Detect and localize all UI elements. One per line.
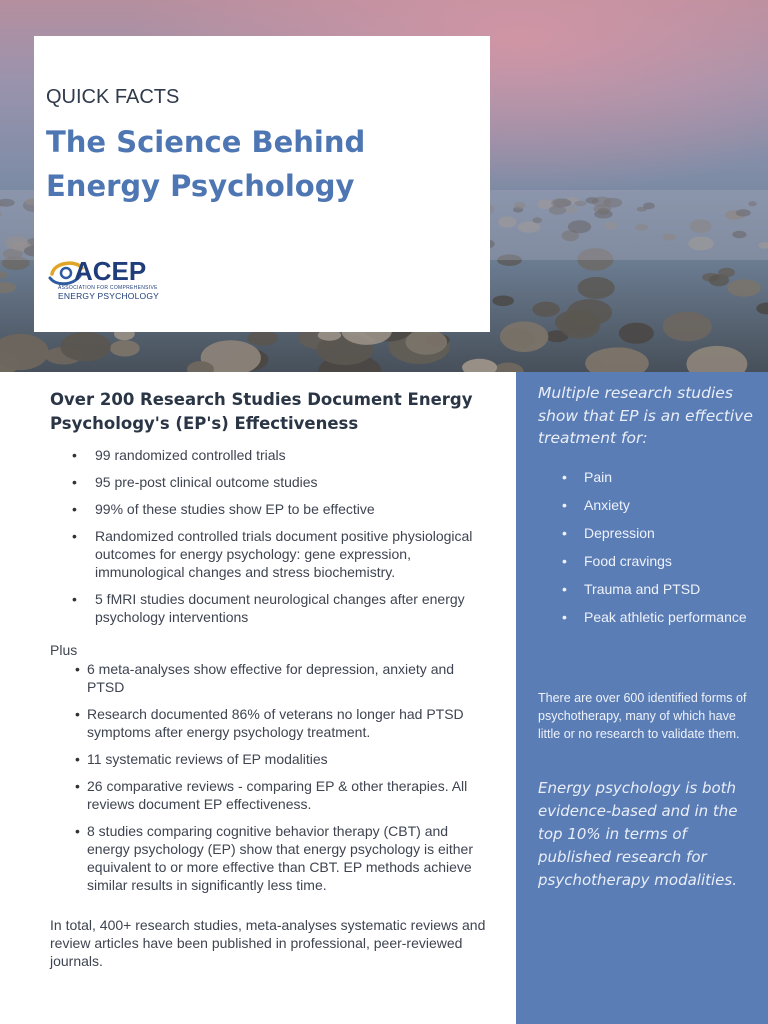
- pebble: [0, 271, 8, 278]
- list-item: • 95 pre-post clinical outcome studies: [50, 473, 492, 491]
- pebble: [585, 348, 649, 373]
- list-item: • 99% of these studies show EP to be effective: [50, 500, 492, 518]
- list-item: • 8 studies comparing cognitive behavior therapy (CBT) and energy psychology (EP) show that energy psychology is either equivalent to or more effective than CBT. EP methods achieve similar results in significantly less time.: [50, 822, 492, 894]
- logo-subtitle-line2: ENERGY PSYCHOLOGY: [58, 291, 160, 301]
- main-content: [50, 388, 492, 970]
- list-item: • Pain: [538, 468, 758, 487]
- sidebar-callout: Energy psychology is both evidence-based and in the top 10% in terms of published research for psychotherapy modalities.: [538, 779, 738, 889]
- pebble: [60, 332, 110, 361]
- list-item: • Randomized controlled trials document positive physiological outcomes for energy psychology: gene expression, immunological changes and stress biochemistry.: [50, 527, 492, 581]
- list-item: • 11 systematic reviews of EP modalities: [50, 750, 492, 768]
- pebble: [110, 340, 140, 356]
- list-item: • Trauma and PTSD: [538, 580, 758, 599]
- list-item: • 99 randomized controlled trials: [50, 446, 492, 464]
- list-item: • Food cravings: [538, 552, 758, 571]
- conditions-list: [538, 468, 758, 636]
- pebble: [663, 312, 712, 342]
- facts-list: [50, 446, 492, 626]
- pebble: [687, 346, 748, 372]
- sidebar: [516, 372, 768, 1024]
- plus-list: [50, 660, 492, 894]
- list-item: • Research documented 86% of veterans no longer had PTSD symptoms after energy psychology treatment.: [50, 705, 492, 741]
- logo-wordmark: ACEP: [74, 256, 147, 286]
- pebble: [619, 323, 654, 344]
- sidebar-note: There are over 600 identified forms of psychotherapy, many of which have little or no research to validate them.: [538, 691, 747, 741]
- list-item: • 6 meta-analyses show effective for depression, anxiety and PTSD: [50, 660, 492, 696]
- pebble: [492, 296, 514, 307]
- list-item: • 5 fMRI studies document neurological changes after energy psychology interventions: [50, 590, 492, 626]
- acep-logo: [46, 254, 216, 306]
- list-item: • Peak athletic performance: [538, 608, 758, 627]
- kicker: QUICK FACTS: [46, 86, 180, 108]
- pebble: [462, 359, 497, 372]
- pebble: [756, 303, 768, 315]
- pebble: [567, 299, 612, 326]
- list-item: • Depression: [538, 524, 758, 543]
- page-title: The Science Behind Energy Psychology: [46, 125, 366, 203]
- hero-photo: [0, 0, 768, 372]
- list-item: • Anxiety: [538, 496, 758, 515]
- pebble: [718, 268, 735, 278]
- pebble: [500, 321, 548, 352]
- sidebar-intro: Multiple research studies show that EP is an effective treatment for:: [538, 384, 753, 447]
- pebble: [578, 277, 615, 299]
- pebble: [406, 330, 448, 355]
- list-item: • 26 comparative reviews - comparing EP & other therapies. All reviews document EP effectiveness.: [50, 777, 492, 813]
- pebble: [532, 302, 559, 317]
- logo-subtitle-line1: ASSOCIATION FOR COMPREHENSIVE: [58, 285, 158, 291]
- pebble: [247, 331, 278, 346]
- pebble: [727, 279, 761, 296]
- closing-paragraph: In total, 400+ research studies, meta-analyses systematic reviews and review articles have been published in professional, peer-reviewed journals.: [50, 917, 486, 969]
- pebble: [0, 282, 16, 293]
- section-heading: Over 200 Research Studies Document Energy Psychology's (EP's) Effectiveness: [50, 390, 473, 433]
- plus-label: Plus: [50, 642, 78, 658]
- title-card: [34, 36, 490, 332]
